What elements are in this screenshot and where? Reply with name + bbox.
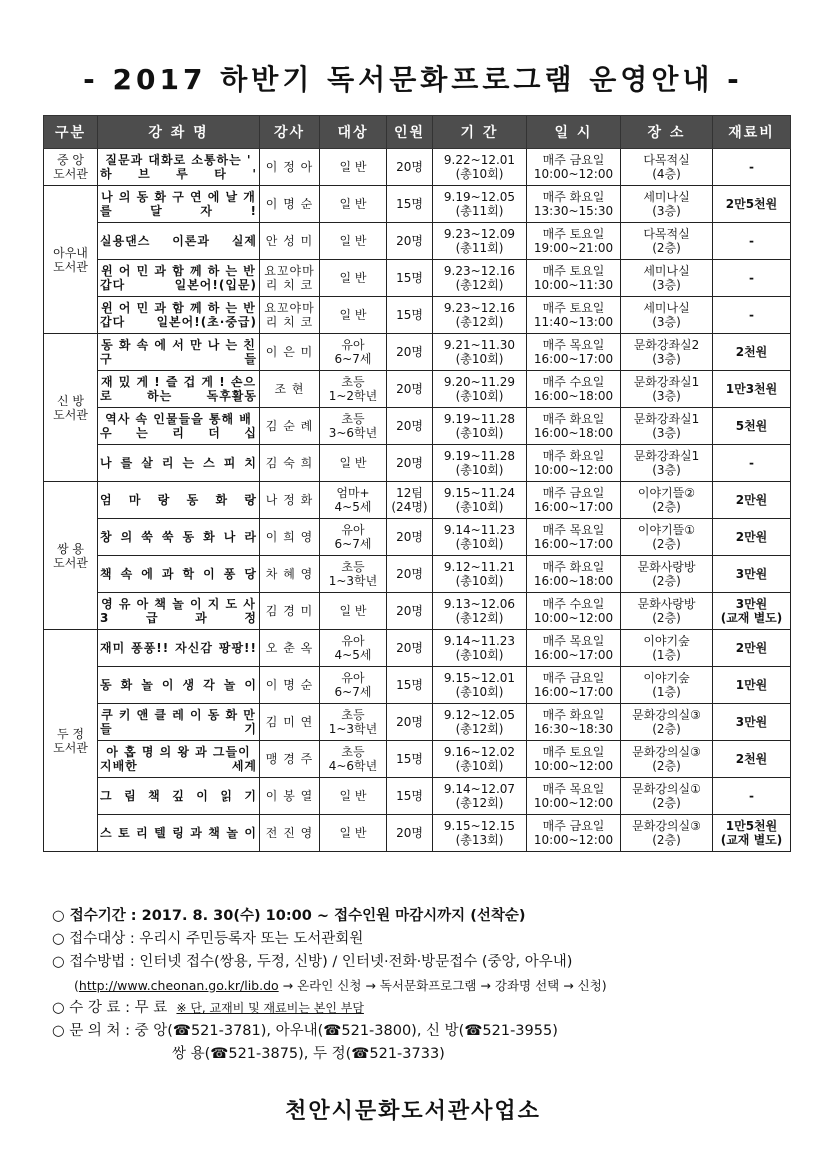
period-cell: 9.14~11.23 (총10회) [433,630,527,667]
schedule-cell: 매주 목요일 10:00~12:00 [527,778,621,815]
table-row [44,741,791,778]
course-name-cell: 아 홉 명 의 왕 과 그들이 지배한 세계 [98,741,260,778]
place-cell: 문화강의실① (2층) [621,778,713,815]
library-name-cell: 신 방 도서관 [44,334,98,482]
fee-cell: 1만5천원 (교재 별도) [713,815,791,852]
table-row [44,630,791,667]
place-cell: 이야기뜰① (2층) [621,519,713,556]
table-row [44,445,791,482]
schedule-cell: 매주 토요일 11:40~13:00 [527,297,621,334]
fee-cell: - [713,260,791,297]
schedule-cell: 매주 토요일 19:00~21:00 [527,223,621,260]
table-row [44,223,791,260]
header-capacity: 인원 [387,116,433,149]
note-method: ○ 접수방법 : 인터넷 접수(쌍용, 두정, 신방) / 인터넷·전화·방문접수 (중앙, 아우내) [52,954,573,970]
course-name-cell: 엄 마 랑 동 화 랑 [98,482,260,519]
fee-cell: 2천원 [713,741,791,778]
fee-cell: 2천원 [713,334,791,371]
place-cell: 문화강좌실2 (3층) [621,334,713,371]
schedule-cell: 매주 화요일 13:30~15:30 [527,186,621,223]
schedule-cell: 매주 목요일 16:00~17:00 [527,334,621,371]
organization-name: 천안시문화도서관사업소 [285,1099,541,1124]
table-row [44,667,791,704]
instructor-cell: 전 진 영 [260,815,320,852]
header-target: 대상 [320,116,387,149]
fee-cell: - [713,223,791,260]
instructor-cell: 김 숙 희 [260,445,320,482]
period-cell: 9.12~12.05 (총12회) [433,704,527,741]
capacity-cell: 20명 [387,704,433,741]
target-audience-cell: 일 반 [320,149,387,186]
fee-cell: 3만원 [713,556,791,593]
fee-cell: 2만원 [713,519,791,556]
library-name-cell: 아우내 도서관 [44,186,98,334]
capacity-cell: 20명 [387,223,433,260]
target-audience-cell: 일 반 [320,815,387,852]
place-cell: 다목적실 (4층) [621,149,713,186]
capacity-cell: 20명 [387,334,433,371]
course-name-cell: 역사 속 인물들을 통해 배 우 는 리 더 십 [98,408,260,445]
instructor-cell: 김 순 례 [260,408,320,445]
target-audience-cell: 유아 6~7세 [320,519,387,556]
target-audience-cell: 일 반 [320,260,387,297]
capacity-cell: 20명 [387,445,433,482]
period-cell: 9.23~12.09 (총11회) [433,223,527,260]
target-audience-cell: 유아 4~5세 [320,630,387,667]
table-row [44,297,791,334]
period-cell: 9.15~12.15 (총13회) [433,815,527,852]
target-audience-cell: 초등 1~3학년 [320,704,387,741]
table-row [44,334,791,371]
fee-cell: 3만원 (교재 별도) [713,593,791,630]
schedule-cell: 매주 화요일 16:00~18:00 [527,408,621,445]
schedule-cell: 매주 토요일 10:00~12:00 [527,741,621,778]
program-table [43,115,791,852]
course-name-cell: 질문과 대화로 소통하는 ' 하 브 루 타 ' [98,149,260,186]
instructor-cell: 이 봉 열 [260,778,320,815]
capacity-cell: 20명 [387,408,433,445]
capacity-cell: 15명 [387,741,433,778]
course-name-cell: 쿠 키 앤 클 레 이 동 화 만 들 기 [98,704,260,741]
note-method-steps: → 온라인 신청 → 독서문화프로그램 → 강좌명 선택 → 신청) [278,978,607,993]
course-name-cell: 윈 어 민 과 함 께 하 는 반갑다 일본어!(입문) [98,260,260,297]
fee-cell: 2만5천원 [713,186,791,223]
table-row [44,149,791,186]
course-name-cell: 스 토 리 텔 링 과 책 놀 이 [98,815,260,852]
target-audience-cell: 일 반 [320,223,387,260]
table-row [44,556,791,593]
table-row [44,778,791,815]
table-body [44,149,791,852]
fee-cell: 1만3천원 [713,371,791,408]
place-cell: 문화강좌실1 (3층) [621,371,713,408]
library-name-cell: 쌍 용 도서관 [44,482,98,630]
note-fee [52,997,812,1020]
header-instructor: 강사 [260,116,320,149]
target-audience-cell: 초등 1~3학년 [320,556,387,593]
course-name-cell: 동 화 놀 이 생 각 놀 이 [98,667,260,704]
capacity-cell: 20명 [387,815,433,852]
header-period: 기 간 [433,116,527,149]
fee-cell: - [713,149,791,186]
capacity-cell: 20명 [387,593,433,630]
schedule-cell: 매주 금요일 10:00~12:00 [527,149,621,186]
capacity-cell: 20명 [387,630,433,667]
instructor-cell: 오 춘 옥 [260,630,320,667]
schedule-cell: 매주 수요일 10:00~12:00 [527,593,621,630]
instructor-cell: 이 은 미 [260,334,320,371]
table-row [44,593,791,630]
period-cell: 9.20~11.29 (총10회) [433,371,527,408]
course-name-cell: 동 화 속 에 서 만 나 는 친 구 들 [98,334,260,371]
instructor-cell: 차 혜 영 [260,556,320,593]
period-cell: 9.21~11.30 (총10회) [433,334,527,371]
period-cell: 9.19~11.28 (총10회) [433,445,527,482]
course-name-cell: 나 의 동 화 구 연 에 날 개 를 달 자 ! [98,186,260,223]
course-name-cell: 영 유 아 책 놀 이 지 도 사 3 급 과 정 [98,593,260,630]
table-row [44,815,791,852]
course-name-cell: 재미 퐁퐁!! 자신감 팡팡!! [98,630,260,667]
schedule-cell: 매주 금요일 16:00~17:00 [527,482,621,519]
table-row [44,482,791,519]
instructor-cell: 요꼬야마 리 치 코 [260,260,320,297]
period-cell: 9.14~11.23 (총10회) [433,519,527,556]
period-cell: 9.16~12.02 (총10회) [433,741,527,778]
period-cell: 9.15~12.01 (총10회) [433,667,527,704]
place-cell: 이야기숲 (1층) [621,667,713,704]
note-contact-1: ○ 문 의 처 : 중 앙(☎521-3781), 아우내(☎521-3800), 신 방(☎521-3955) [52,1023,558,1039]
instructor-cell: 조 현 [260,371,320,408]
place-cell: 세미나실 (3층) [621,260,713,297]
place-cell: 이야기뜰② (2층) [621,482,713,519]
fee-cell: 3만원 [713,704,791,741]
header-course: 강 좌 명 [98,116,260,149]
place-cell: 이야기숲 (1층) [621,630,713,667]
course-name-cell: 창 의 쑥 쑥 동 화 나 라 [98,519,260,556]
capacity-cell: 15명 [387,778,433,815]
fee-cell: 2만원 [713,630,791,667]
instructor-cell: 이 정 아 [260,149,320,186]
schedule-cell: 매주 목요일 16:00~17:00 [527,630,621,667]
header-place: 장 소 [621,116,713,149]
header-schedule: 일 시 [527,116,621,149]
note-target: ○ 접수대상 : 우리시 주민등록자 또는 도서관회원 [52,931,364,947]
fee-cell: - [713,297,791,334]
instructor-cell: 이 명 순 [260,667,320,704]
note-method-path: (http://www.cheonan.go.kr/lib.do → 온라인 신청 → 독서문화프로그램 → 강좌명 선택 → 신청) [74,978,607,993]
fee-cell: - [713,778,791,815]
capacity-cell: 15명 [387,297,433,334]
fee-cell: 5천원 [713,408,791,445]
place-cell: 문화강의실③ (2층) [621,741,713,778]
course-name-cell: 나 를 살 리 는 스 피 치 [98,445,260,482]
table-row [44,408,791,445]
schedule-cell: 매주 화요일 10:00~12:00 [527,445,621,482]
instructor-cell: 이 명 순 [260,186,320,223]
capacity-cell: 20명 [387,149,433,186]
capacity-cell: 15명 [387,667,433,704]
table-row [44,519,791,556]
table-row [44,186,791,223]
table-row [44,260,791,297]
course-name-cell: 재 밌 게 ! 즐 겁 게 ! 손으로 하는 독후활동 [98,371,260,408]
capacity-cell: 20명 [387,556,433,593]
schedule-cell: 매주 수요일 16:00~18:00 [527,371,621,408]
instructor-cell: 안 성 미 [260,223,320,260]
target-audience-cell: 일 반 [320,778,387,815]
period-cell: 9.12~11.21 (총10회) [433,556,527,593]
table-row [44,704,791,741]
period-cell: 9.22~12.01 (총10회) [433,149,527,186]
place-cell: 문화강좌실1 (3층) [621,408,713,445]
target-audience-cell: 초등 3~6학년 [320,408,387,445]
schedule-cell: 매주 금요일 10:00~12:00 [527,815,621,852]
instructor-cell: 나 정 화 [260,482,320,519]
course-name-cell: 책 속 에 과 학 이 퐁 당 [98,556,260,593]
target-audience-cell: 초등 4~6학년 [320,741,387,778]
course-name-cell: 윈 어 민 과 함 께 하 는 반갑다 일본어!(초·중급) [98,297,260,334]
place-cell: 세미나실 (3층) [621,186,713,223]
schedule-cell: 매주 화요일 16:00~18:00 [527,556,621,593]
note-fee-label: ○ 수 강 료 : 무 료 [52,1000,168,1016]
period-cell: 9.19~11.28 (총10회) [433,408,527,445]
fee-cell: - [713,445,791,482]
schedule-cell: 매주 목요일 16:00~17:00 [527,519,621,556]
period-cell: 9.15~11.24 (총10회) [433,482,527,519]
note-period: ○ 접수기간 : 2017. 8. 30(수) 10:00 ~ 접수인원 마감시까지 (선착순) [52,908,526,924]
capacity-cell: 20명 [387,371,433,408]
place-cell: 다목적실 (2층) [621,223,713,260]
period-cell: 9.23~12.16 (총12회) [433,260,527,297]
header-fee: 재료비 [713,116,791,149]
place-cell: 세미나실 (3층) [621,297,713,334]
target-audience-cell: 일 반 [320,593,387,630]
place-cell: 문화강의실③ (2층) [621,815,713,852]
instructor-cell: 요꼬야마 리 치 코 [260,297,320,334]
target-audience-cell: 유아 6~7세 [320,667,387,704]
target-audience-cell: 일 반 [320,297,387,334]
library-name-cell: 중 앙 도서관 [44,149,98,186]
course-name-cell: 실용댄스 이론과 실제 [98,223,260,260]
place-cell: 문화사랑방 (2층) [621,556,713,593]
target-audience-cell: 유아 6~7세 [320,334,387,371]
capacity-cell: 15명 [387,186,433,223]
page-title: - 2017 하반기 독서문화프로그램 운영안내 - [83,63,743,96]
schedule-cell: 매주 토요일 10:00~11:30 [527,260,621,297]
place-cell: 문화사랑방 (2층) [621,593,713,630]
note-fee-remark: ※ 단, 교재비 및 재료비는 본인 부담 [176,1001,364,1015]
fee-cell: 1만원 [713,667,791,704]
instructor-cell: 맹 경 주 [260,741,320,778]
capacity-cell: 15명 [387,260,433,297]
instructor-cell: 김 경 미 [260,593,320,630]
instructor-cell: 김 미 연 [260,704,320,741]
note-contact-2: 쌍 용(☎521-3875), 두 정(☎521-3733) [172,1046,445,1062]
target-audience-cell: 일 반 [320,445,387,482]
schedule-cell: 매주 화요일 16:30~18:30 [527,704,621,741]
notes [52,905,812,1066]
library-url-link[interactable]: http://www.cheonan.go.kr/lib.do [78,978,279,993]
table-header-row [44,116,791,149]
target-audience-cell: 엄마+ 4~5세 [320,482,387,519]
table-row [44,371,791,408]
place-cell: 문화강좌실1 (3층) [621,445,713,482]
library-name-cell: 두 정 도서관 [44,630,98,852]
period-cell: 9.23~12.16 (총12회) [433,297,527,334]
header-division: 구분 [44,116,98,149]
period-cell: 9.19~12.05 (총11회) [433,186,527,223]
capacity-cell: 12팀 (24명) [387,482,433,519]
period-cell: 9.13~12.06 (총12회) [433,593,527,630]
course-name-cell: 그 림 책 깊 이 읽 기 [98,778,260,815]
target-audience-cell: 일 반 [320,186,387,223]
capacity-cell: 20명 [387,519,433,556]
schedule-cell: 매주 금요일 16:00~17:00 [527,667,621,704]
instructor-cell: 이 희 영 [260,519,320,556]
place-cell: 문화강의실③ (2층) [621,704,713,741]
period-cell: 9.14~12.07 (총12회) [433,778,527,815]
fee-cell: 2만원 [713,482,791,519]
target-audience-cell: 초등 1~2학년 [320,371,387,408]
